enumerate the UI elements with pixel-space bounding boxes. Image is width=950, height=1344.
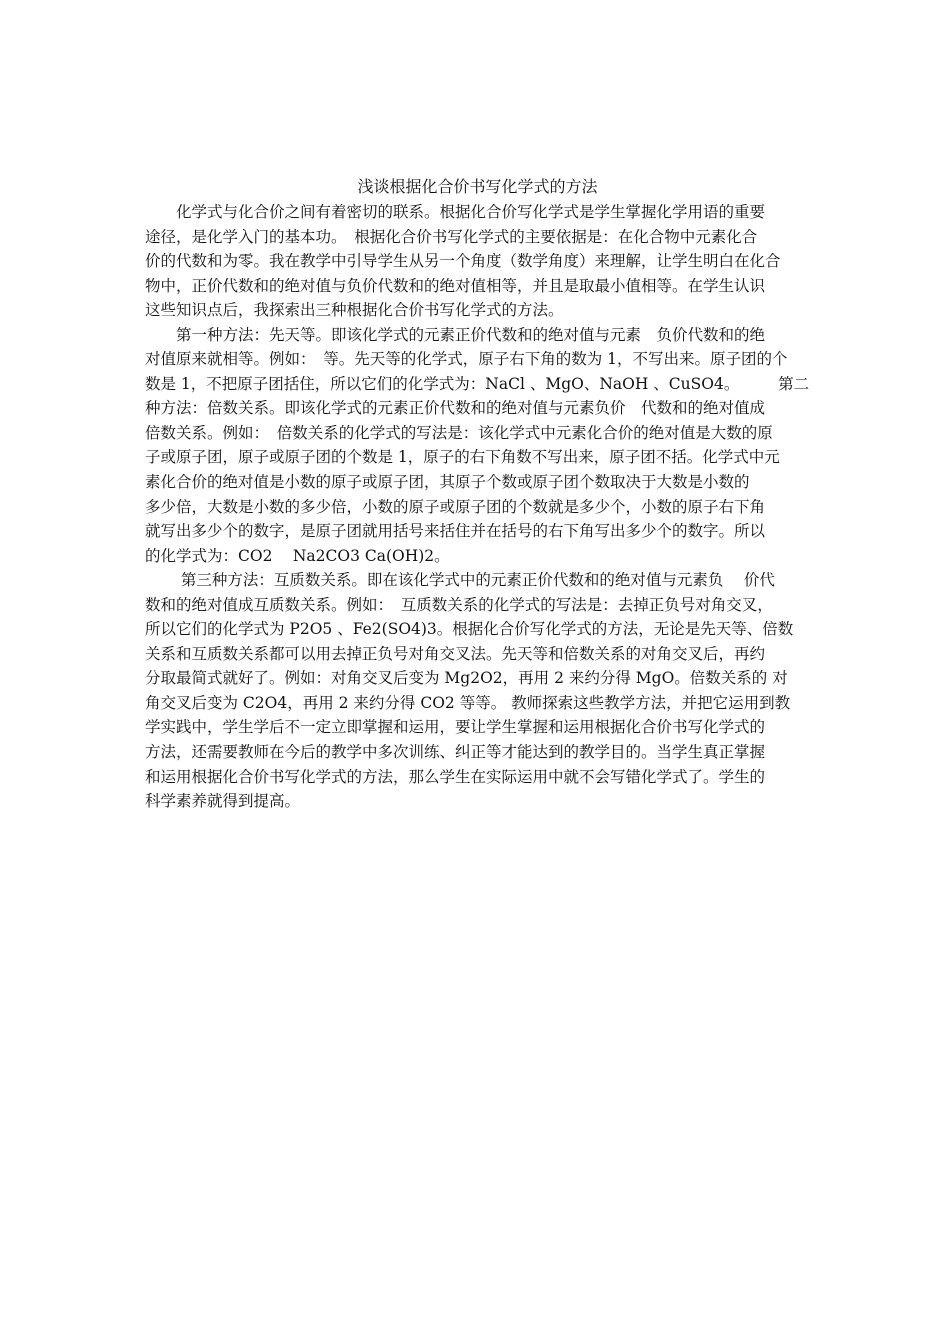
document-body <box>145 200 810 814</box>
text-line: 第三种方法：互质数关系。即在该化学式中的元素正价代数和的绝对值与元素负 价代 <box>145 571 775 590</box>
text-line: 的化学式为：CO2 Na2CO3 Ca(OH)2。 <box>145 546 450 565</box>
text-line: 第一种方法：先天等。即该化学式的元素正价代数和的绝对值与元素 负价代数和的绝 <box>145 325 766 344</box>
text-line: 种方法：倍数关系。即该化学式的元素正价代数和的绝对值与元素负价 代数和的绝对值成 <box>145 399 766 418</box>
text-line: 对值原来就相等。例如： 等。先天等的化学式，原子右下角的数为 1，不写出来。原子团的个 <box>145 350 788 369</box>
text-line: 角交叉后变为 C2O4，再用 2 来约分得 CO2 等等。 教师探索这些教学方法，并把它运用到教 <box>145 693 791 712</box>
text-line: 方法，还需要教师在今后的教学中多次训练、纠正等才能达到的教学目的。当学生真正掌握 <box>145 743 766 762</box>
text-line: 数和的绝对值成互质数关系。例如： 互质数关系的化学式的写法是：去掉正负号对角交叉， <box>145 595 773 614</box>
text-line: 学实践中，学生学后不一定立即掌握和运用，要让学生掌握和运用根据化合价书写化学式的 <box>145 718 766 737</box>
text-line: 科学素养就得到提高。 <box>145 792 301 811</box>
text-line: 素化合价的绝对值是小数的原子或原子团，其原子个数或原子团个数取决于大数是小数的 <box>145 473 750 492</box>
text-line: 和运用根据化合价书写化学式的方法，那么学生在实际运用中就不会写错化学式了。学生的 <box>145 767 766 786</box>
text-line: 倍数关系。例如： 倍数关系的化学式的写法是：该化学式中元素化合价的绝对值是大数的原 <box>145 423 773 442</box>
text-line: 这些知识点后，我探索出三种根据化合价书写化学式的方法。 <box>145 301 564 320</box>
text-line: 分取最简式就好了。例如：对角交叉后变为 Mg2O2，再用 2 来约分得 MgO。倍数关系的 对 <box>145 669 788 688</box>
text-line: 子或原子团，原子或原子团的个数是 1，原子的右下角数不写出来，原子团不括。化学式中元 <box>145 448 780 467</box>
text-line: 关系和互质数关系都可以用去掉正负号对角交叉法。先天等和倍数关系的对角交叉后，再约 <box>145 644 766 663</box>
text-line: 物中，正价代数和的绝对值与负价代数和的绝对值相等，并且是取最小值相等。在学生认识 <box>145 276 766 295</box>
text-line: 化学式与化合价之间有着密切的联系。根据化合价写化学式是学生掌握化学用语的重要 <box>145 203 766 221</box>
text-line: 就写出多少个的数字，是原子团就用括号来括住并在括号的右下角写出多少个的数字。所以 <box>145 522 766 541</box>
text-line: 多少倍，大数是小数的多少倍，小数的原子或原子团的个数就是多少个，小数的原子右下角 <box>145 497 766 516</box>
text-line: 价的代数和为零。我在教学中引导学生从另一个角度（数学角度）来理解，让学生明白在化合 <box>145 252 781 271</box>
text-line: 途径，是化学入门的基本功。 根据化合价书写化学式的主要依据是：在化合物中元素化合 <box>145 227 758 246</box>
text-line: 所以它们的化学式为 P2O5 、Fe2(SO4)3。根据化合价写化学式的方法，无论是先天等、倍数 <box>145 620 794 639</box>
text-line: 数是 1，不把原子团括住，所以它们的化学式为：NaCl 、MgO、NaOH 、CuSO4。 第二 <box>145 374 810 393</box>
document-title: 浅谈根据化合价书写化学式的方法 <box>357 177 598 196</box>
